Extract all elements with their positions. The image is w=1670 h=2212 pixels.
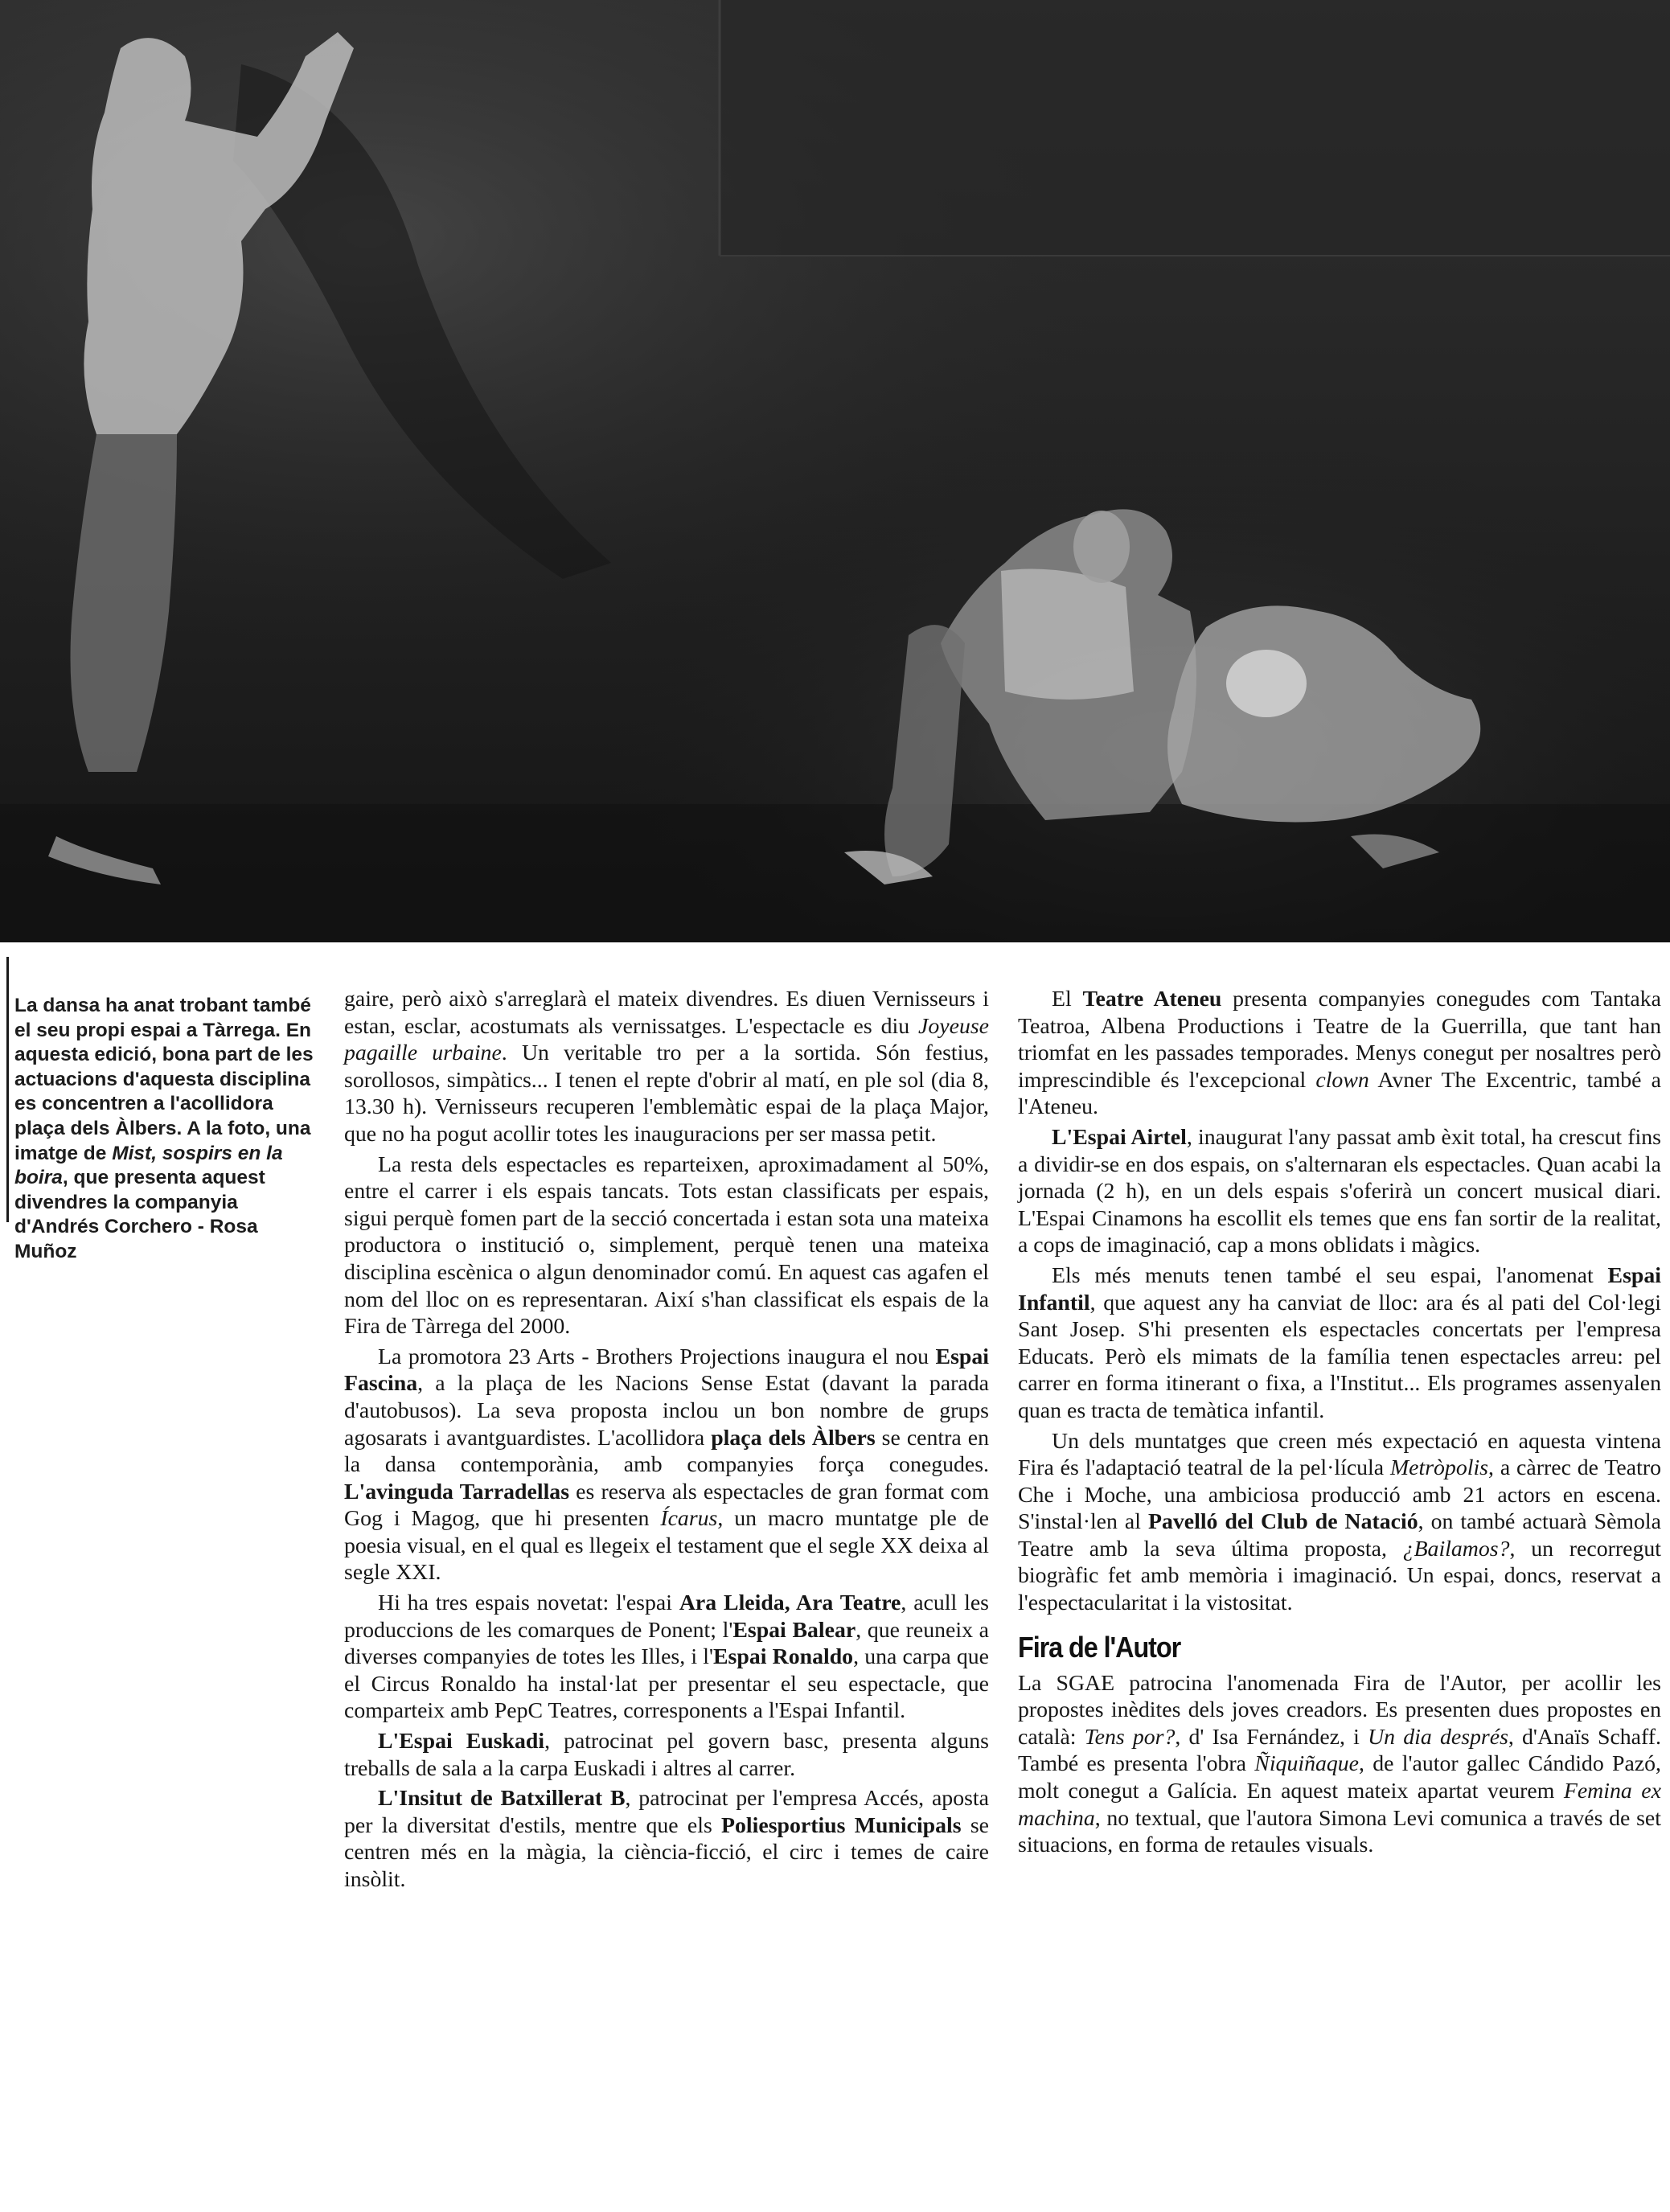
- text: , no textual, que l'autora Simona Levi comunica a través de set situacions, en forma de retaules visuals.: [1018, 1805, 1661, 1858]
- article-column-middle: [344, 986, 989, 1897]
- caption-rule: [6, 957, 9, 1222]
- venue-name: L'Espai Airtel: [1052, 1124, 1187, 1150]
- venue-name: Espai Fascina: [344, 1344, 989, 1397]
- text: , acull les produccions de les comarques de Ponent; l': [344, 1590, 990, 1643]
- paragraph: [1018, 1670, 1661, 1859]
- show-title: Metròpolis: [1390, 1455, 1488, 1481]
- paragraph: [344, 1344, 989, 1586]
- text: , que reuneix a diverses companyies de totes les Illes, i l': [344, 1617, 990, 1670]
- text: , de l'autor gallec Cándido Pazó, molt conegut a Galícia. En aquest mateix apartat veurem: [1018, 1751, 1662, 1804]
- paragraph: [344, 1590, 989, 1725]
- venue-name: Ara Lleida, Ara Teatre: [679, 1590, 901, 1616]
- venue-name: L'avinguda Tarradellas: [344, 1479, 570, 1504]
- caption-work-title: Mist, sospirs en la boira: [14, 1142, 283, 1189]
- text: , una carpa que el Circus Ronaldo ha instal·lat per presentar el seu espectacle, que comparteix amb PepC Teatres, corresponents a l'Espai Infantil.: [344, 1644, 989, 1724]
- text: es reserva als espectacles de gran format com Gog i Magog, que hi presenten: [344, 1479, 989, 1532]
- paragraph: [344, 986, 989, 1148]
- paragraph: [344, 1728, 989, 1782]
- venue-name: Espai Ronaldo: [713, 1644, 854, 1670]
- italic-term: clown: [1315, 1067, 1369, 1093]
- paragraph: [1018, 1124, 1661, 1259]
- paragraph: [344, 1785, 989, 1893]
- paragraph: La resta dels espectacles es reparteixen, aproximadament al 50%, entre el carrer i els espais tancats. Tots estan classificats per espais, sigui perquè fomen part de la secció concertada i estan sota una mateixa productora o institució o, simplement, perquè tenen una mateixa disciplina escènica o algun denominador comú. En aquest cas agafen el nom del lloc on es representaran. Així s'han classificat els espais de la Fira de Tàrrega del 2000.: [344, 1151, 989, 1340]
- venue-name: Espai Balear: [732, 1617, 856, 1643]
- article-column-right: [1018, 986, 1661, 1862]
- text: Avner The Excentric, també a l'Ateneu.: [1018, 1067, 1661, 1120]
- text: , a càrrec de Teatro Che i Moche, una ambiciosa producció amb 21 actors en escena. S'instal·len al: [1018, 1455, 1661, 1535]
- caption-text: La dansa ha anat trobant també el seu propi espai a Tàrrega. En aquesta edició, bona part de les actuacions d'aquesta disciplina es concentren a l'acollidora plaça dels Àlbers. A la foto, una imatge de: [14, 995, 314, 1164]
- photo-caption: [14, 994, 324, 1265]
- text: , inaugurat l'any passat amb èxit total, ha crescut fins a dividir-se en dos espais, on s'alternaran els espectacles. Quan acabi la jornada (2 h), en un dels espais s'oferirà un concert musical diari. L'Espai Cinamons ha escollit els temes que ens fan sortir de la realitat, a cops de imaginació, cap a mons oblidats i màgics.: [1018, 1124, 1661, 1258]
- show-title: Joyeuse pagaille urbaine: [344, 1013, 989, 1066]
- caption-text-end: , que presenta aquest divendres la companyia d'Andrés Corchero - Rosa Muñoz: [14, 1167, 265, 1262]
- text: Hi ha tres espais novetat: l'espai: [378, 1590, 679, 1616]
- text: Un dels muntatges que creen més expectació en aquesta vintena Fira és l'adaptació teatral de la pel·lícula: [1018, 1428, 1661, 1481]
- stage-photo-icon: [0, 0, 1670, 942]
- show-title: ¿Bailamos?: [1402, 1536, 1510, 1562]
- text: , d' Isa Fernández, i: [1175, 1724, 1368, 1750]
- venue-name: plaça dels Àlbers: [711, 1425, 876, 1451]
- text: . Un veritable tro per a la sortida. Són festius, sorollosos, simpàtics... I tenen el repte d'obrir al matí, en ple sol (dia 8, 13.30 h). Vernisseurs recuperen l'emblemàtic espai de la plaça Major, que no ha pogut acollir totes les inauguracions per ser massa petit.: [344, 1040, 989, 1147]
- text: , que aquest any ha canviat de lloc: ara és al pati del Col·legi Sant Josep. S'hi presenten els espectacles concertats per l'empresa Educats. Però els mimats de la família tenen espectacles arreu: pel carrer en forma itinerant o fixa, a l'Institut... Els programes assenyalen quan es tracta de temàtica infantil.: [1018, 1290, 1661, 1423]
- venue-name: Teatre Ateneu: [1082, 987, 1222, 1012]
- text: se centra en la dansa contemporània, amb companyies força conegudes.: [344, 1425, 989, 1478]
- text: La SGAE patrocina l'anomenada Fira de l'Autor, per acollir les propostes inèdites dels joves creadors. Es presenten dues propostes en català:: [1018, 1670, 1661, 1750]
- paragraph: [1018, 1262, 1661, 1425]
- paragraph: [1018, 1428, 1661, 1617]
- text: La promotora 23 Arts - Brothers Projections inaugura el nou: [378, 1344, 936, 1369]
- text: El: [1052, 987, 1083, 1012]
- show-title: Un dia després: [1368, 1724, 1508, 1750]
- text: , un macro muntatge ple de poesia visual, en el qual es llegeix el testament que el segle XX deixa al segle XXI.: [344, 1506, 989, 1586]
- show-title: Ícarus: [660, 1506, 718, 1532]
- venue-name: L'Espai Euskadi: [378, 1729, 545, 1754]
- dance-photo: [0, 0, 1670, 942]
- show-title: Femina ex machina: [1018, 1779, 1661, 1831]
- text: , patrocinat pel govern basc, presenta alguns treballs de sala a la carpa Euskadi i altres al carrer.: [344, 1729, 989, 1781]
- venue-name: Pavelló del Club de Natació: [1148, 1509, 1418, 1535]
- text: presenta companyies conegudes com Tantaka Teatroa, Albena Productions i Teatre de la Guerrilla, que tant han triomfat en les passades temporades. Menys conegut per nosaltres però imprescindible és l'excepcional: [1018, 987, 1662, 1093]
- venue-name: Espai Infantil: [1018, 1262, 1661, 1315]
- text: Els més menuts tenen també el seu espai, l'anomenat: [1052, 1262, 1608, 1288]
- show-title: Ñiquiñaque: [1254, 1751, 1359, 1777]
- section-subhead: Fira de l'Autor: [1018, 1630, 1181, 1664]
- text: gaire, però això s'arreglarà el mateix divendres. Es diuen Vernisseurs i estan, esclar, acostumats als vernissatges. L'espectacle es diu: [344, 987, 989, 1039]
- text: se centren més en la màgia, la ciència-ficció, el circ i temes de caire insòlit.: [344, 1812, 989, 1892]
- paragraph: [1018, 986, 1661, 1121]
- venue-name: L'Insitut de Batxillerat B: [378, 1786, 626, 1812]
- show-title: Tens por?: [1084, 1724, 1176, 1750]
- venue-name: Poliesportius Municipals: [721, 1812, 962, 1838]
- text: , patrocinat per l'empresa Accés, aposta per la diversitat d'estils, mentre que els: [344, 1786, 989, 1838]
- text: , un recorregut biogràfic fet amb memòria i imaginació. Un espai, doncs, reservat a l'espectacularitat i la vistositat.: [1018, 1536, 1661, 1616]
- text: , a la plaça de les Nacions Sense Estat (davant la parada d'autobusos). La seva proposta inclou un bon nombre de grups agosarats i avantguardistes. L'acollidora: [344, 1371, 989, 1451]
- text: , d'Anaïs Schaff. També es presenta l'obra: [1018, 1724, 1661, 1777]
- text: , on també actuarà Sèmola Teatre amb la seva última proposta,: [1018, 1509, 1661, 1562]
